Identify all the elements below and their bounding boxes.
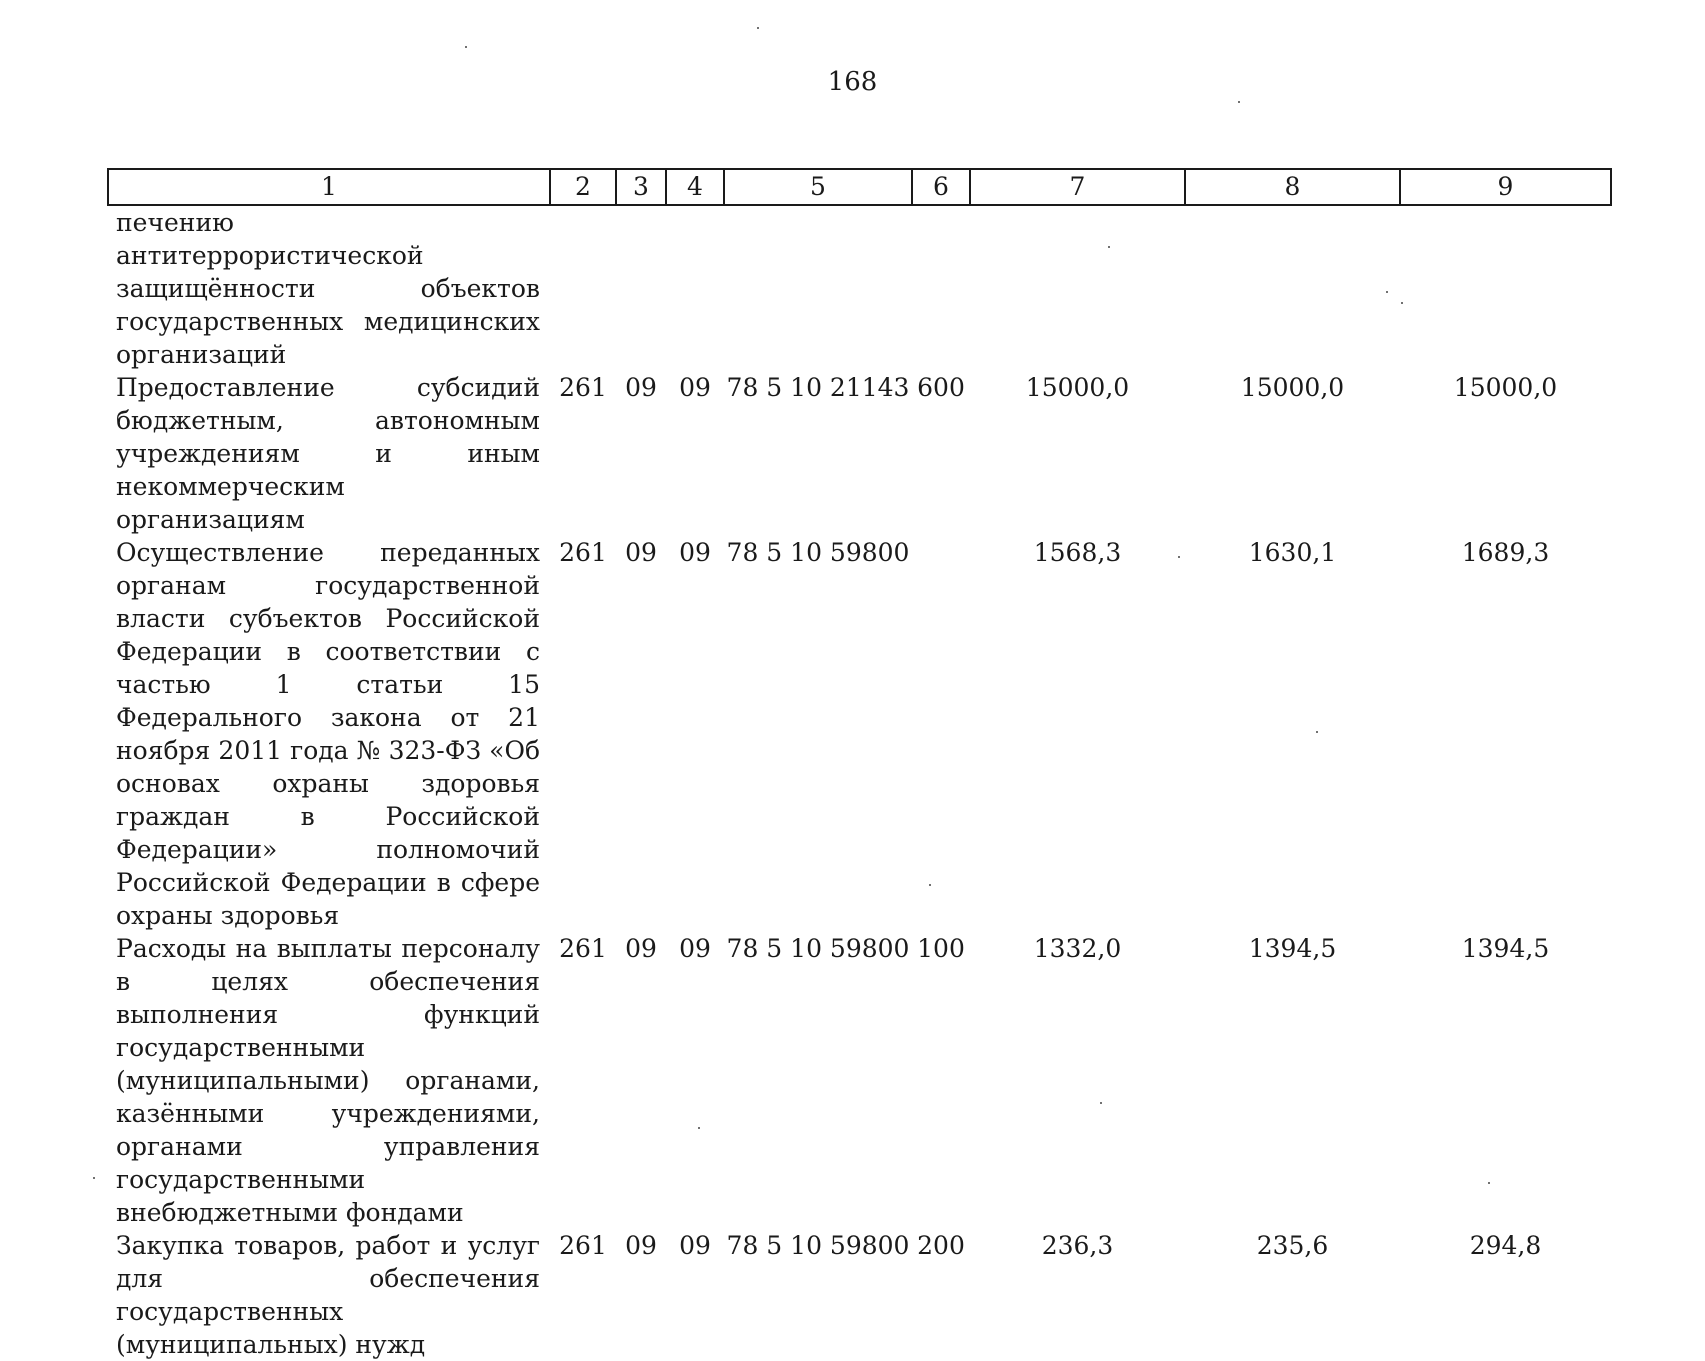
cell-col-5 xyxy=(724,205,912,371)
budget-table xyxy=(107,168,1612,1361)
cell-col-4: 09 xyxy=(679,934,711,963)
row-description: Предоставление субсидий бюджетным, автономным учреждениям и иным некоммерческим организациям xyxy=(116,373,540,534)
cell-col-5: 78 5 10 59800 xyxy=(726,1231,910,1260)
cell-col-9: 15000,0 xyxy=(1453,373,1558,402)
header-row xyxy=(108,169,1611,205)
page-number: 168 xyxy=(827,67,878,97)
header-cell-7: 7 xyxy=(970,169,1185,205)
table-header xyxy=(108,169,1611,205)
cell-col-5: 78 5 10 59800 xyxy=(726,934,910,963)
table-row xyxy=(108,932,1611,1229)
table-row xyxy=(108,1229,1611,1361)
cell-col-5: 78 5 10 59800 xyxy=(726,538,910,567)
cell-col-2: 261 xyxy=(559,538,607,567)
cell-col-8 xyxy=(1185,205,1400,371)
row-description: Осуществление переданных органам государственной власти субъектов Российской Федерации в соответствии с частью 1 статьи 15 Федерального закона от 21 ноября 2011 года № 323-ФЗ «Об основах охраны здоровья граждан в Российской Федерации» полномочий Российской Федерации в сфере охраны здоровья xyxy=(116,538,540,930)
cell-col-7: 1568,3 xyxy=(1033,538,1122,567)
cell-col-6 xyxy=(912,205,970,371)
header-cell-5: 5 xyxy=(724,169,912,205)
cell-col-9: 294,8 xyxy=(1469,1231,1542,1260)
scan-speck xyxy=(1238,101,1240,103)
cell-col-8: 235,6 xyxy=(1256,1231,1329,1260)
cell-col-2: 261 xyxy=(559,934,607,963)
cell-col-6: 600 xyxy=(917,373,965,402)
cell-col-8: 1394,5 xyxy=(1248,934,1337,963)
header-cell-3: 3 xyxy=(616,169,666,205)
cell-col-4: 09 xyxy=(679,1231,711,1260)
cell-col-7: 1332,0 xyxy=(1033,934,1122,963)
cell-col-5: 78 5 10 21143 xyxy=(726,373,910,402)
cell-col-2 xyxy=(550,205,616,371)
cell-col-3 xyxy=(616,205,666,371)
header-cell-8: 8 xyxy=(1185,169,1400,205)
scan-speck xyxy=(757,27,759,29)
cell-col-6: 200 xyxy=(917,1231,965,1260)
cell-col-4: 09 xyxy=(679,538,711,567)
cell-col-2: 261 xyxy=(559,1231,607,1260)
cell-col-4 xyxy=(666,205,724,371)
row-description: Закупка товаров, работ и услуг для обеспечения государственных (муниципальных) нужд xyxy=(116,1231,540,1359)
row-description: печению антитеррористической защищённости объектов государственных медицинских организаций xyxy=(116,208,540,369)
cell-col-3: 09 xyxy=(625,373,657,402)
table-row xyxy=(108,536,1611,932)
scan-speck xyxy=(465,46,467,48)
cell-col-7 xyxy=(970,205,1185,371)
cell-col-4: 09 xyxy=(679,373,711,402)
cell-col-8: 1630,1 xyxy=(1248,538,1337,567)
cell-col-7: 236,3 xyxy=(1041,1231,1114,1260)
scan-speck xyxy=(93,1177,95,1179)
cell-col-2: 261 xyxy=(559,373,607,402)
header-cell-6: 6 xyxy=(912,169,970,205)
cell-col-3: 09 xyxy=(625,934,657,963)
cell-col-7: 15000,0 xyxy=(1025,373,1130,402)
cell-col-3: 09 xyxy=(625,1231,657,1260)
cell-col-6 xyxy=(912,536,970,932)
cell-col-9: 1689,3 xyxy=(1461,538,1550,567)
cell-col-9: 1394,5 xyxy=(1461,934,1550,963)
table-row xyxy=(108,371,1611,536)
cell-col-6: 100 xyxy=(917,934,965,963)
table-body xyxy=(108,205,1611,1361)
header-cell-1: 1 xyxy=(108,169,550,205)
cell-col-3: 09 xyxy=(625,538,657,567)
header-cell-2: 2 xyxy=(550,169,616,205)
table-row xyxy=(108,205,1611,371)
row-description: Расходы на выплаты персоналу в целях обеспечения выполнения функций государственными (муниципальными) органами, казёнными учреждениями, органами управления государственными внебюджетными фондами xyxy=(116,934,540,1227)
header-cell-9: 9 xyxy=(1400,169,1611,205)
header-cell-4: 4 xyxy=(666,169,724,205)
cell-col-8: 15000,0 xyxy=(1240,373,1345,402)
cell-col-9 xyxy=(1400,205,1611,371)
